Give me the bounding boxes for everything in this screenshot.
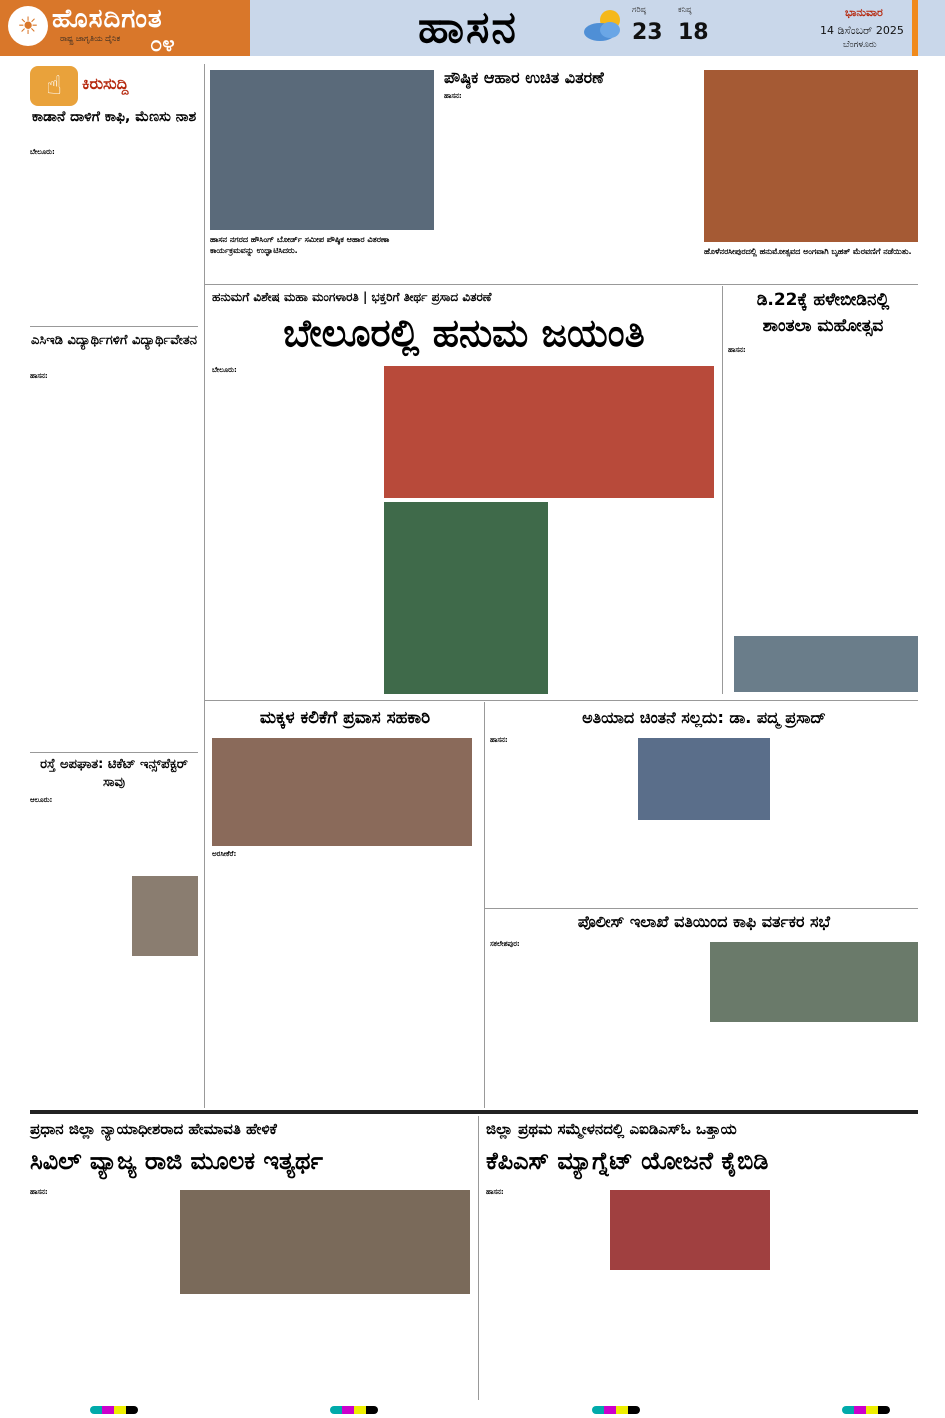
worry-body-1	[490, 736, 634, 904]
brief-dateline-1: ಬೇಲೂರು:	[30, 148, 55, 156]
hanuma-kicker: ಹನುಮಗೆ ವಿಶೇಷ ಮಹಾ ಮಂಗಳಾರತಿ | ಭಕ್ತರಿಗೆ ತೀರ್ಥ ಪ್ರಸಾದ ವಿತರಣೆ	[212, 290, 492, 304]
section-separator-bar	[30, 1110, 918, 1114]
aidso-conference-photo	[610, 1190, 770, 1270]
aidso-kicker: ಜಿಲ್ಲಾ ಪ್ರಥಮ ಸಮ್ಮೇಳನದಲ್ಲಿ ಎಐಡಿಎಸ್ಓ ಒತ್ತಾಯ	[486, 1120, 737, 1138]
police-meeting-photo	[710, 942, 918, 1022]
aidso-dateline: ಹಾಸನ:	[486, 1188, 504, 1196]
edition-city-title: ಹಾಸನ	[418, 2, 518, 53]
court-body-2	[180, 1298, 470, 1398]
tour-body	[212, 850, 478, 1106]
shantala-headline-1: ಡಿ.22ಕ್ಕೆ ಹಳೇಬೀಡಿನಲ್ಲಿ	[756, 290, 890, 310]
hanuman-idol-photo	[384, 502, 548, 694]
brief-headline-1: ಕಾಡಾನೆ ದಾಳಿಗೆ ಕಾಫಿ, ಮೆಣಸು ನಾಶ	[31, 109, 197, 125]
briefs-section-label: ಕಿರುಸುದ್ದಿ	[82, 74, 129, 93]
court-kicker: ಪ್ರಧಾನ ಜಿಲ್ಲಾ ನ್ಯಾಯಾಧೀಶರಾದ ಹೇಮಾವತಿ ಹೇಳಿಕೆ	[30, 1120, 277, 1138]
brief-body-3-cont	[30, 960, 198, 1106]
shantala-body	[728, 346, 918, 630]
divider	[30, 326, 198, 327]
print-registration-marks	[592, 1406, 640, 1414]
shantala-headline-2: ಶಾಂತಲಾ ಮಹೋತ್ಸವ	[762, 316, 884, 336]
issue-date: 14 ಡಿಸೆಂಬರ್ 2025	[820, 24, 904, 37]
aidso-body-3	[778, 1188, 918, 1398]
temp-min-value: 18	[678, 20, 709, 45]
shantala-meeting-photo	[734, 636, 918, 692]
nutrition-event-photo	[210, 70, 434, 230]
print-registration-marks	[90, 1406, 138, 1414]
newspaper-logo-icon: ☀	[8, 6, 48, 46]
column-divider	[478, 1116, 479, 1400]
edition-label: ಬೆಂಗಳೂರು	[843, 40, 877, 50]
divider	[204, 284, 918, 285]
partly-sunny-weather-icon	[582, 6, 626, 46]
hanuma-headline: ಬೇಲೂರಲ್ಲಿ ಹನುಮ ಜಯಂತಿ	[283, 311, 645, 355]
divider	[204, 700, 918, 701]
photo-caption-left: ಹಾಸನ ನಗರದ ಹೌಸಿಂಗ್ ಬೋರ್ಡ್ ಸಮೀಪ ಪೌಷ್ಠಿಕ ಆಹಾರ ವಿತರಣಾ ಕಾರ್ಯಕ್ರಮವನ್ನು ಉದ್ಘಾಟಿಸಿದರು.	[210, 235, 390, 255]
aidso-body-1	[486, 1188, 606, 1398]
worry-dateline: ಹಾಸನ:	[490, 736, 508, 744]
brief-body-3	[30, 796, 130, 876]
police-headline: ಪೊಲೀಸ್ ಇಲಾಖೆ ವತಿಯಿಂದ ಕಾಫಿ ವರ್ತಕರ ಸಭೆ	[577, 912, 831, 931]
worry-body-3	[778, 736, 918, 904]
nutrition-dateline: ಹಾಸನ:	[444, 92, 462, 100]
briefs-icon: ☝	[30, 66, 78, 106]
page-number: ೦೪	[150, 32, 175, 57]
column-divider	[204, 64, 205, 1108]
temp-max-label: ಗರಿಷ್ಠ	[632, 5, 646, 14]
tour-headline: ಮಕ್ಕಳ ಕಲಿಕೆಗೆ ಪ್ರವಾಸ ಸಹಕಾರಿ	[259, 708, 431, 728]
newspaper-name: ಹೊಸದಿಗಂತ	[52, 4, 163, 34]
procession-photo	[704, 70, 918, 242]
tour-dateline: ಅರಸೀಕೆರೆ:	[212, 850, 237, 858]
divider	[484, 908, 918, 909]
worry-body-2	[638, 822, 770, 904]
court-body-1	[30, 1188, 176, 1398]
brief-headline-3: ರಸ್ತೆ ಅಪಘಾತ: ಟಿಕೆಟ್ ಇನ್ಸ್‌ಪೆಕ್ಟರ್ ಸಾವು	[40, 757, 188, 790]
shantala-dateline: ಹಾಸನ:	[728, 346, 746, 354]
column-divider	[484, 702, 485, 1108]
aidso-headline: ಕೆಪಿಎಸ್ ಮ್ಯಾಗ್ನೆಟ್ ಯೋಜನೆ ಕೈಬಿಡಿ	[486, 1147, 769, 1175]
issue-day: ಭಾನುವಾರ	[845, 6, 883, 19]
worry-headline: ಅತಿಯಾದ ಚಿಂತನೆ ಸಲ್ಲದು: ಡಾ. ಪದ್ಮ ಪ್ರಸಾದ್	[582, 708, 826, 727]
police-body-2	[710, 1026, 918, 1106]
court-headline: ಸಿವಿಲ್ ವ್ಯಾಜ್ಯ ರಾಜಿ ಮೂಲಕ ಇತ್ಯರ್ಥ	[30, 1147, 323, 1175]
students-group-photo	[212, 738, 472, 846]
nutrition-headline: ಪೌಷ್ಠಿಕ ಆಹಾರ ಉಚಿತ ವಿತರಣೆ	[444, 68, 604, 87]
temp-min-label: ಕನಿಷ್ಠ	[678, 5, 692, 14]
newspaper-tagline: ರಾಷ್ಟ್ರ ಜಾಗೃತಿಯ ದೈನಿಕ	[60, 34, 121, 43]
photo-caption-right: ಹೊಳೆನರಸೀಪುರದಲ್ಲಿ ಹನುಮೋತ್ಸವದ ಅಂಗವಾಗಿ ಬೃಹತ್ ಮೆರವಣಿಗೆ ನಡೆಯಿತು.	[704, 247, 912, 256]
masthead-accent-bar	[912, 0, 918, 56]
victim-portrait-photo	[132, 876, 198, 956]
nutrition-body	[444, 92, 696, 274]
print-registration-marks	[842, 1406, 890, 1414]
hanuma-body-1	[212, 366, 378, 696]
temp-max-value: 23	[632, 20, 663, 45]
print-registration-marks	[330, 1406, 378, 1414]
brief-body-1	[30, 148, 198, 318]
police-body-1	[490, 940, 704, 1106]
brief-body-2	[30, 372, 198, 746]
brief-headline-2: ಎಸಿಇಡಿ ವಿದ್ಯಾರ್ಥಿಗಳಿಗೆ ವಿದ್ಯಾರ್ಥಿವೇತನ	[31, 333, 197, 348]
hanuma-dateline: ಬೇಲೂರು:	[212, 366, 237, 374]
worry-event-photo	[638, 738, 770, 820]
court-dateline: ಹಾಸನ:	[30, 1188, 48, 1196]
crowd-photo	[384, 366, 714, 498]
aidso-body-2	[610, 1274, 770, 1398]
police-dateline: ಸಕಲೇಶಪುರ:	[490, 940, 520, 948]
brief-dateline-3: ಆಲೂರು:	[30, 796, 53, 804]
brief-dateline-2: ಹಾಸನ:	[30, 372, 48, 380]
hanuma-body-2	[554, 502, 714, 694]
court-event-photo	[180, 1190, 470, 1294]
column-divider	[722, 286, 723, 694]
divider	[30, 752, 198, 753]
